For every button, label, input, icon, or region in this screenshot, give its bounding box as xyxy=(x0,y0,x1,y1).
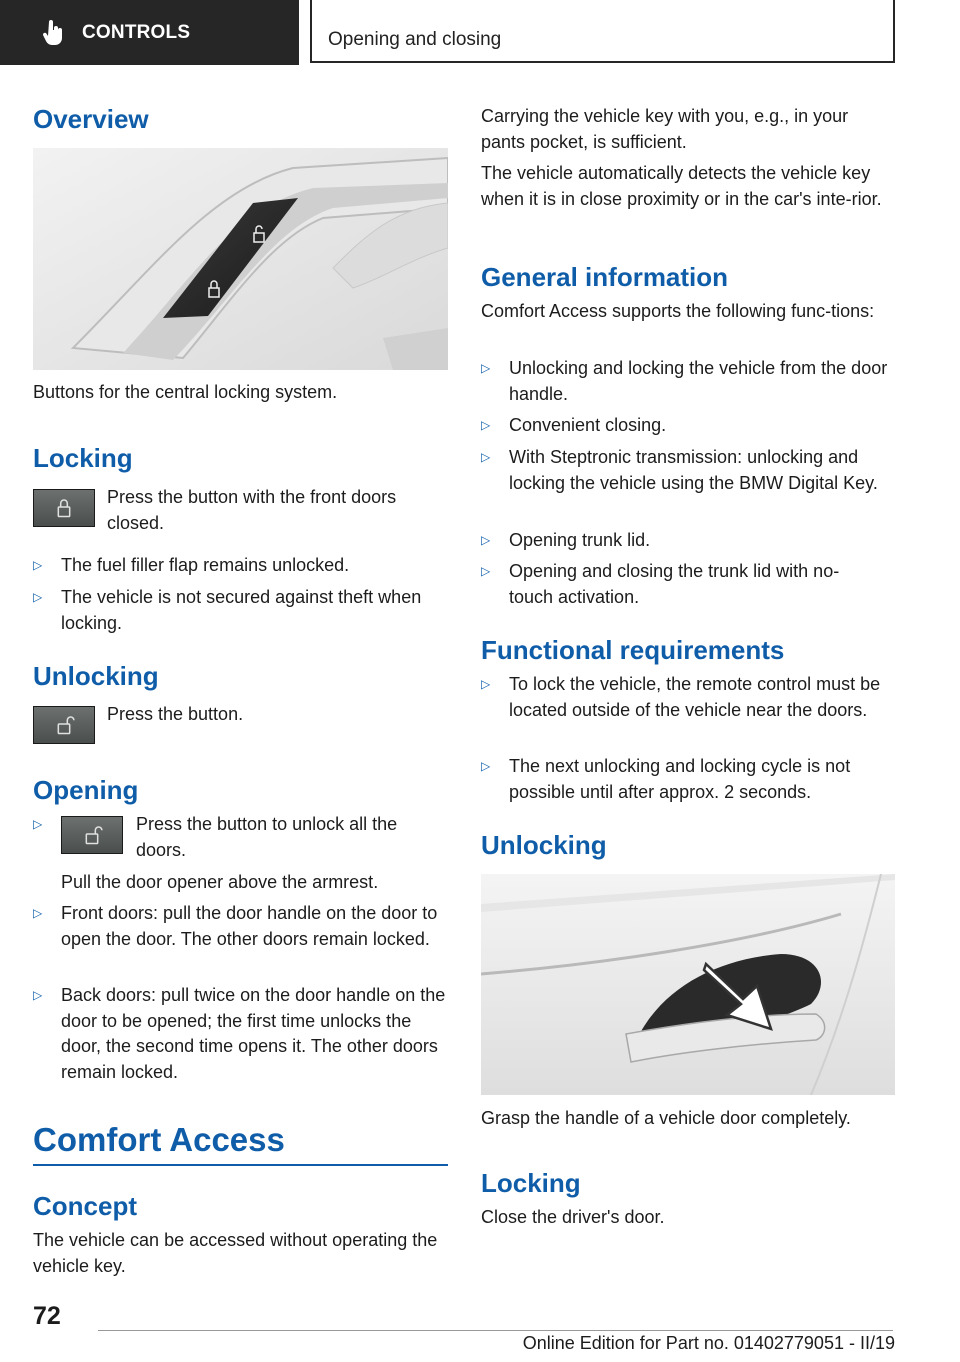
lock-button-icon xyxy=(33,489,95,527)
triangle-right-icon: ▷ xyxy=(481,450,491,464)
unlocking-text: Press the button. xyxy=(107,704,244,724)
page-number: 72 xyxy=(33,1302,61,1330)
header-title-box xyxy=(310,0,895,63)
unlock-button-icon xyxy=(33,706,95,744)
header-title: Opening and closing xyxy=(328,29,502,50)
opening-bullet-subtext: Pull the door opener above the armrest. xyxy=(61,872,379,892)
unlock-button-icon xyxy=(61,816,123,854)
door-handle-photo xyxy=(481,874,895,1095)
functional-requirements-heading: Functional requirements xyxy=(481,635,785,665)
concept-text: The vehicle can be accessed without operating the vehicle key. xyxy=(33,1230,438,1276)
triangle-right-icon: ▷ xyxy=(33,817,43,831)
overview-heading: Overview xyxy=(33,104,149,134)
triangle-right-icon: ▷ xyxy=(481,677,491,691)
opening-heading: Opening xyxy=(33,775,139,805)
intro-text-2: The vehicle automatically detects the vehicle key when it is in close proximity or in the car's inte-rior. xyxy=(481,163,882,209)
right-unlocking-heading: Unlocking xyxy=(481,830,607,860)
triangle-right-icon: ▷ xyxy=(33,590,43,604)
concept-heading: Concept xyxy=(33,1191,137,1221)
comfort-access-heading: Comfort Access xyxy=(33,1121,285,1158)
locking-text: Press the button with the front doors closed. xyxy=(107,487,397,533)
right-locking-heading: Locking xyxy=(481,1168,581,1198)
triangle-right-icon: ▷ xyxy=(481,759,491,773)
opening-bullet-text: Press the button to unlock all the doors. xyxy=(136,814,398,860)
heading-rule xyxy=(33,1164,448,1166)
triangle-right-icon: ▷ xyxy=(33,988,43,1002)
triangle-right-icon: ▷ xyxy=(33,906,43,920)
triangle-right-icon: ▷ xyxy=(481,564,491,578)
general-information-text: Comfort Access supports the following func-tions: xyxy=(481,301,875,321)
footer-edition: Online Edition for Part no. 01402779051 - II/19 xyxy=(522,1333,895,1353)
triangle-right-icon: ▷ xyxy=(481,361,491,375)
unlocking-caption: Grasp the handle of a vehicle door completely. xyxy=(481,1108,851,1128)
right-locking-text: Close the driver's door. xyxy=(481,1207,665,1227)
overview-caption: Buttons for the central locking system. xyxy=(33,382,338,402)
intro-text: Carrying the vehicle key with you, e.g., in your pants pocket, is sufficient. xyxy=(481,106,849,152)
header-section-tab xyxy=(0,0,299,65)
triangle-right-icon: ▷ xyxy=(481,418,491,432)
footer-rule xyxy=(98,1330,893,1331)
general-information-heading: General information xyxy=(481,262,729,292)
unlocking-heading: Unlocking xyxy=(33,661,159,691)
triangle-right-icon: ▷ xyxy=(481,533,491,547)
central-locking-photo xyxy=(33,148,448,370)
header-section-label: CONTROLS xyxy=(82,21,191,43)
hand-pointer-icon xyxy=(42,20,64,46)
triangle-right-icon: ▷ xyxy=(33,558,43,572)
locking-heading: Locking xyxy=(33,443,133,473)
